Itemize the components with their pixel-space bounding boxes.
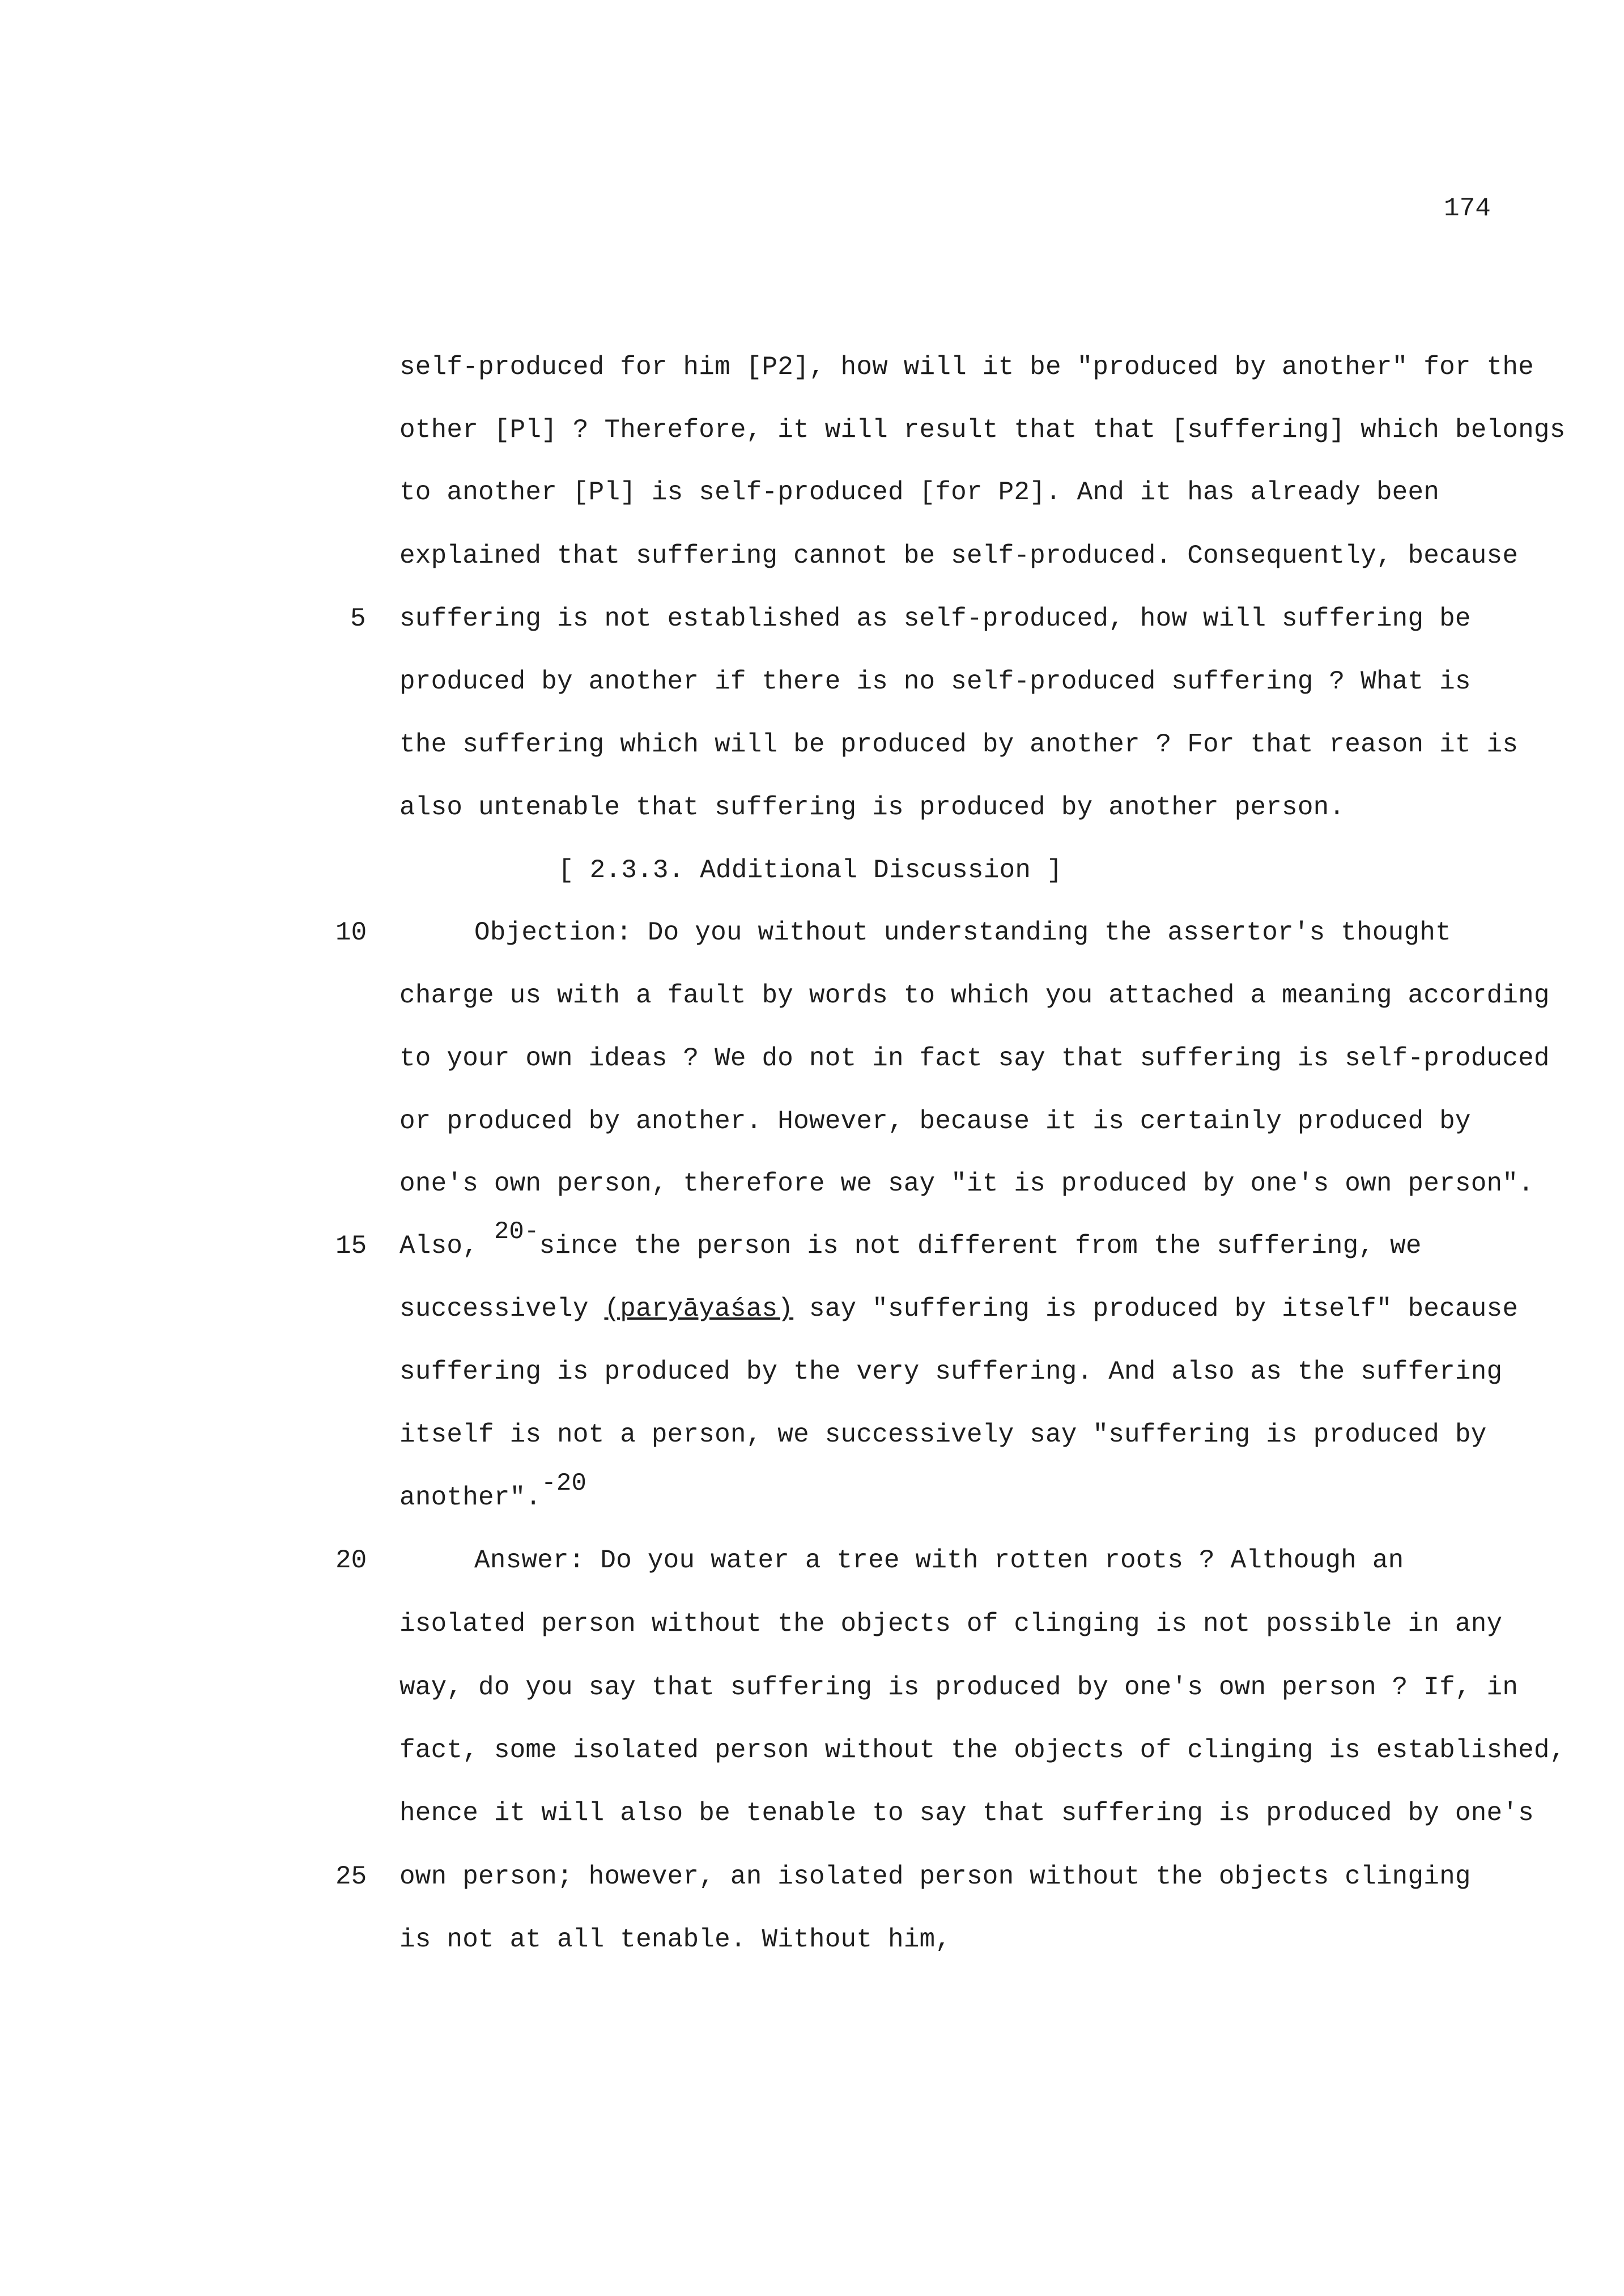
text-segment: another". <box>399 1483 542 1512</box>
text-line: own person; however, an isolated person without the objects clinging <box>399 1862 1471 1891</box>
text-line: way, do you say that suffering is produced by one's own person ? If, in <box>399 1673 1519 1702</box>
line-number-10: 10 <box>335 918 367 947</box>
text-line: to another [Pl] is self-produced [for P2]. And it has already been <box>399 478 1440 507</box>
text-line: itself is not a person, we successively say "suffering is produced by <box>399 1420 1487 1449</box>
text-line: isolated person without the objects of clinging is not possible in any <box>399 1609 1503 1639</box>
text-line: Answer: Do you water a tree with rotten roots ? Although an <box>474 1546 1404 1575</box>
section-heading: [ 2.3.3. Additional Discussion ] <box>558 856 1062 885</box>
line-number-15: 15 <box>335 1231 367 1261</box>
sanskrit-term: (paryāyaśas) <box>604 1294 794 1324</box>
text-line: charge us with a fault by words to which you attached a meaning according <box>399 981 1550 1010</box>
text-line: produced by another if there is no self-produced suffering ? What is <box>399 667 1471 696</box>
text-line: one's own person, therefore we say "it is produced by one's own person". <box>399 1169 1534 1198</box>
text-line: the suffering which will be produced by another ? For that reason it is <box>399 730 1519 759</box>
text-segment: successively <box>399 1294 605 1324</box>
text-line <box>399 1469 587 1514</box>
line-number-25: 25 <box>335 1862 367 1891</box>
text-line: Objection: Do you without understanding the assertor's thought <box>474 918 1451 947</box>
text-segment: say "suffering is produced by itself" because <box>793 1294 1519 1324</box>
line-number-20: 20 <box>335 1546 367 1575</box>
text-line: other [Pl] ? Therefore, it will result that that [suffering] which belongs <box>399 415 1566 445</box>
text-line: also untenable that suffering is produced by another person. <box>399 793 1345 822</box>
text-line: is not at all tenable. Without him, <box>399 1925 951 1954</box>
text-line <box>399 1293 1518 1325</box>
text-segment: since the person is not different from the suffering, we <box>539 1231 1422 1261</box>
text-line: hence it will also be tenable to say that suffering is produced by one's <box>399 1798 1534 1828</box>
text-line: fact, some isolated person without the objects of clinging is established, <box>399 1736 1566 1765</box>
text-line: suffering is produced by the very suffering. And also as the suffering <box>399 1357 1503 1387</box>
text-line: self-produced for him [P2], how will it be "produced by another" for the <box>399 352 1534 382</box>
page-number: 174 <box>1444 194 1491 223</box>
line-number-5: 5 <box>350 604 366 633</box>
text-line: to your own ideas ? We do not in fact say that suffering is self-produced <box>399 1044 1550 1073</box>
footnote-marker-open: 20- <box>494 1218 539 1246</box>
text-segment: Also, <box>399 1231 494 1261</box>
text-line <box>399 1218 1422 1262</box>
text-line: or produced by another. However, because it is certainly produced by <box>399 1107 1471 1136</box>
text-line: suffering is not established as self-produced, how will suffering be <box>399 604 1471 633</box>
footnote-marker-close: -20 <box>541 1469 587 1498</box>
text-line: explained that suffering cannot be self-produced. Consequently, because <box>399 541 1519 571</box>
